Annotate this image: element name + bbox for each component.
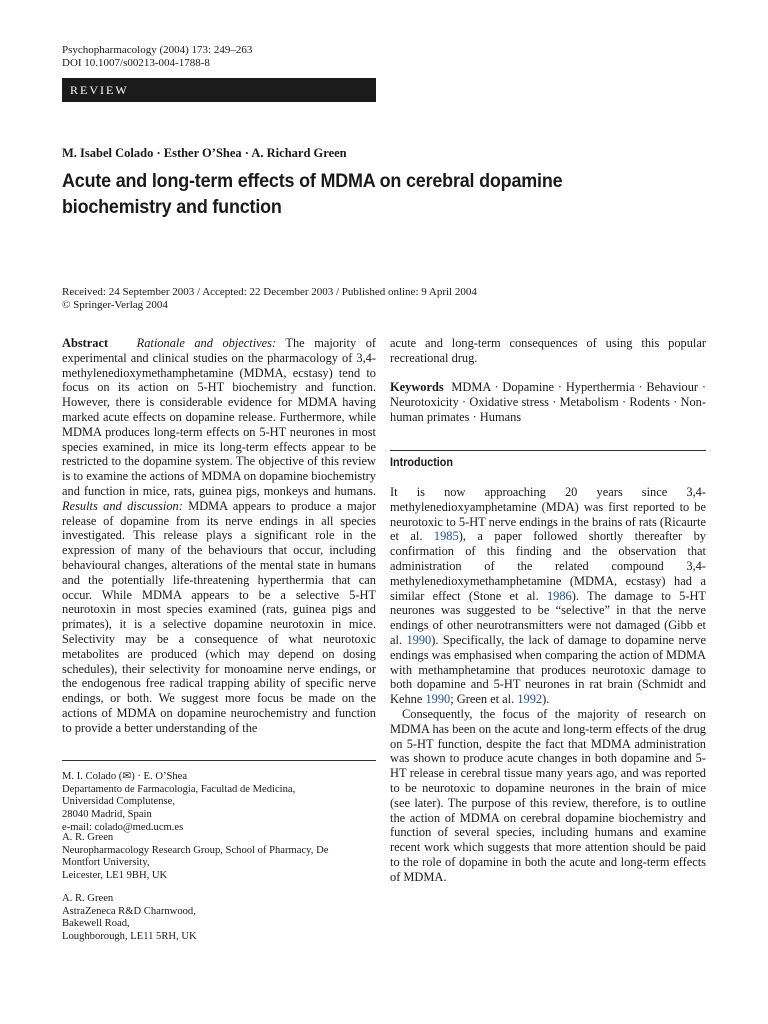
publication-dates bbox=[62, 286, 477, 312]
keywords-text: MDMA · Dopamine · Hyperthermia · Behaviour · Neurotoxicity · Oxidative stress · Metabolism · Rodents · Non-human primates · Humans bbox=[390, 380, 706, 424]
affiliation-line: Neuropharmacology Research Group, School of Pharmacy, De bbox=[62, 844, 329, 856]
introduction-paragraph-1 bbox=[390, 485, 706, 707]
reference-link[interactable]: 1990 bbox=[425, 692, 451, 707]
abstract-label: Abstract bbox=[62, 336, 109, 350]
abstract-heading-rationale: Rationale and objectives: bbox=[136, 336, 277, 350]
section-heading-introduction: Introduction bbox=[390, 455, 453, 469]
affiliation-line: Leicester, LE1 9BH, UK bbox=[62, 870, 168, 882]
journal-line: Psychopharmacology (2004) 173: 249–263 bbox=[62, 44, 253, 56]
affiliation-2 bbox=[62, 832, 376, 883]
introduction-paragraph-2: Consequently, the focus of the majority of research on MDMA has been on the acute and long-term effects of the drug on 5-HT function, despite the fact that MDMA administration was shown to produce acute changes in both dopamine and 5-HT release in cerebral tissue many years ago, and was reported to be neurotoxic to dopamine neurones in the brain of mice (see later). The purpose of this review, therefore, is to outline the action of MDMA on cerebral dopamine biochemistry and function of several species, including humans and examine recent work which suggests that more attention should be paid to the role of dopamine in both the acute and long-term effects of MDMA. bbox=[390, 706, 706, 884]
copyright-line: © Springer-Verlag 2004 bbox=[62, 299, 168, 311]
title-line-2: biochemistry and function bbox=[62, 196, 282, 218]
section-label: REVIEW bbox=[70, 83, 129, 97]
abstract-text-rationale: The majority of experimental and clinical studies on the pharmacology of 3,4-methylenedioxymethamphetamine (MDMA, ecstasy) tend to focus on its action on 5-HT biochemistry and function. However, there is considerable evidence for MDMA having marked acute effects on dopamine release. Furthermore, while MDMA produces long-term effects on 5-HT neurones in most species examined, in mice its long-term effects appear to be restricted to the dopamine system. The objective of this review is to examine the actions of MDMA on dopamine biochemistry and function in mice, rats, guinea pigs, monkeys and humans. bbox=[62, 336, 377, 498]
reference-link[interactable]: 1992 bbox=[517, 692, 543, 707]
abstract-continuation-text: acute and long-term consequences of using this popular recreational drug. bbox=[390, 336, 706, 365]
section-label-bar bbox=[62, 78, 376, 102]
affiliation-line: Departamento de Farmacologia, Facultad de Medicina, bbox=[62, 783, 296, 795]
abstract-block bbox=[62, 336, 376, 736]
keywords-label: Keywords bbox=[390, 380, 444, 394]
affiliation-line: A. R. Green bbox=[62, 832, 114, 843]
abstract-heading-results: Results and discussion: bbox=[62, 498, 183, 513]
introduction-body bbox=[390, 485, 706, 885]
doi-line: DOI 10.1007/s00213-004-1788-8 bbox=[62, 57, 210, 69]
section-divider bbox=[390, 450, 706, 451]
author-list: M. Isabel Colado · Esther O’Shea · A. Richard Green bbox=[62, 146, 347, 160]
affiliation-line: Bakewell Road, bbox=[62, 918, 130, 930]
history-line: Received: 24 September 2003 / Accepted: 22 December 2003 / Published online: 9 April 2004 bbox=[62, 286, 477, 298]
reference-link[interactable]: 1985 bbox=[433, 529, 459, 544]
affiliation-line: Universidad Complutense, bbox=[62, 796, 175, 808]
paragraph-text: ). Specifically, the lack of damage to dopamine nerve endings was emphasised when comparing the action of MDMA with methamphetamine that produces neurotoxic damage to both dopamine and 5-HT neurones in rat brain (Schmidt and Kehne bbox=[390, 632, 706, 707]
affiliation-line: A. R. Green bbox=[62, 893, 114, 904]
paragraph-text: ), a paper followed shortly thereafter by confirmation of this finding and the observation that administration of the related compound 3,4-methylenedioxymethamphetamine (MDMA, ecstasy) had a similar effect (Stone et al. bbox=[390, 529, 706, 603]
reference-link[interactable]: 1990 bbox=[406, 632, 432, 647]
footnote-divider bbox=[62, 760, 376, 761]
paragraph-text: ; Green et al. bbox=[450, 692, 518, 707]
affiliation-line: Montfort University, bbox=[62, 857, 150, 869]
affiliation-line: M. I. Colado (✉) · E. O’Shea bbox=[62, 771, 188, 782]
abstract-text-results: MDMA appears to produce a major release of dopamine from its nerve endings in all species investigated. This release plays a significant role in the expression of many of the behaviours that occur, including behavioural changes, alterations of the mental state in humans and the potentially life-threatening hyperthermia that can occur. While MDMA appears to be a selective 5-HT neurotoxin in most species examined (rats, guinea pigs and primates), it is a selective dopamine neurotoxin in mice. Selectivity may be a consequence of what neurotoxic metabolites are produced (which may depend on dosing schedules), their selectivity for monoamine nerve endings, or the endogenous free radical trapping ability of specific nerve endings, or both. We suggest more focus be made on the actions of MDMA on dopamine neurochemistry and function to provide a better understanding of the bbox=[62, 498, 376, 735]
paragraph-text: ). bbox=[542, 692, 550, 707]
affiliation-line: Loughborough, LE11 5RH, UK bbox=[62, 931, 197, 943]
abstract-continuation bbox=[390, 336, 706, 366]
affiliation-email[interactable]: e-mail: colado@med.ucm.es bbox=[62, 821, 184, 833]
article-title bbox=[62, 168, 651, 220]
keywords-block bbox=[390, 380, 706, 424]
affiliation-3 bbox=[62, 893, 376, 944]
affiliation-line: AstraZeneca R&D Charnwood, bbox=[62, 905, 196, 917]
title-line-1: Acute and long-term effects of MDMA on cerebral dopamine bbox=[62, 170, 563, 192]
paragraph-text: ). The damage to 5-HT neurones was suggested to be “selective” in that the nerve endings of other neurotransmitters were not damaged (Gibb et al. bbox=[390, 588, 706, 647]
affiliation-1 bbox=[62, 771, 376, 835]
reference-link[interactable]: 1986 bbox=[546, 588, 572, 603]
journal-citation bbox=[62, 44, 252, 70]
paragraph-text: It is now approaching 20 years since 3,4-methylenedioxyamphetamine (MDA) was first reported to be neurotoxic to 5-HT nerve endings in the brains of rats (Ricaurte et al. bbox=[390, 485, 706, 544]
affiliation-line: 28040 Madrid, Spain bbox=[62, 809, 152, 821]
